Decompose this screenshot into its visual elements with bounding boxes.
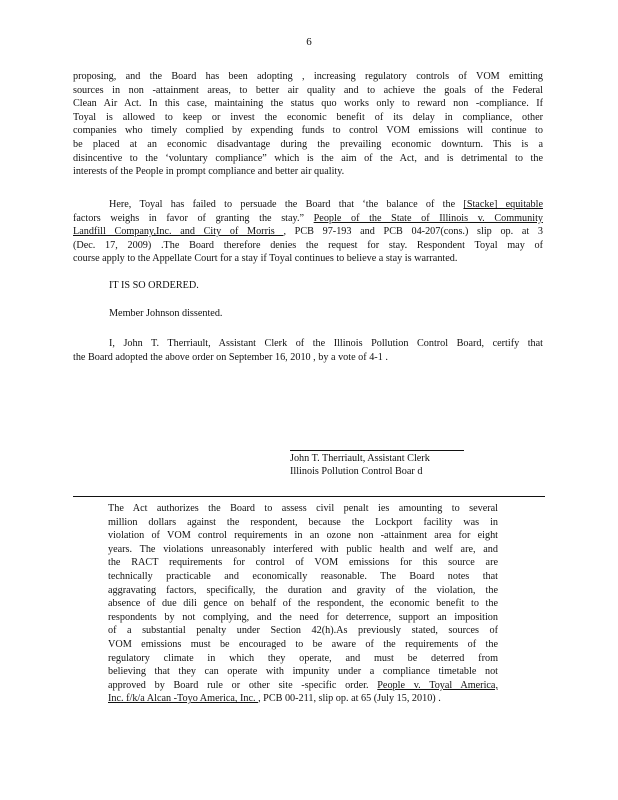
stay-line-3: Landfill Company,Inc. and City of Morris , PCB 97-193 and PCB 04-207(cons.) slip op. at 3 [73, 226, 543, 238]
footnote-line: VOM emissions must be encouraged to be aware of the requirements of the [108, 638, 498, 650]
policy-line: disincentive to the ‘voluntary compliance” which is the aim of the Act, and is detrimental to the [73, 152, 543, 164]
policy-line: proposing, and the Board has been adopting , increasing regulatory controls of VOM emitting [73, 71, 543, 82]
footnote-line: years. The violations unreasonably interfered with public health and welf are, and [108, 543, 498, 555]
stay-line-2: factors weighs in favor of granting the stay.” People of the State of Illinois v. Community [73, 212, 543, 224]
policy-line: companies who timely complied by expending funds to control VOM emissions will continue to [73, 125, 543, 137]
order-statement: IT IS SO ORDERED. [109, 280, 199, 291]
signer-organization: Illinois Pollution Control Boar d [290, 466, 423, 477]
page-number: 6 [306, 36, 312, 48]
footnote-separator [73, 496, 545, 497]
footnote-line: The Act authorizes the Board to assess civil penalt ies amounting to several [108, 503, 498, 514]
case-name-people-v-toyal: People v. Toyal America, [377, 679, 498, 691]
footnote-line: technically practicable and economically reasonable. The Board notes that [108, 570, 498, 582]
signer-name: John T. Therriault, Assistant Clerk [290, 453, 430, 464]
footnote-line: absence of due dili gence on behalf of the respondent, the economic benefit to the [108, 598, 498, 610]
policy-line: Toyal is allowed to keep or invest the economic benefit of its delay in compliance, other [73, 111, 543, 123]
cert-line-2: the Board adopted the above order on September 16, 2010 , by a vote of 4-1 . [73, 351, 388, 363]
signature-line [290, 450, 464, 451]
cert-line-1: I, John T. Therriault, Assistant Clerk of the Illinois Pollution Control Board, certify that [109, 338, 543, 349]
policy-line: Clean Air Act. In this case, maintaining the status quo works only to reward non -compliance. If [73, 98, 543, 110]
footnote-line: respondents by not complying, and the need for deterrence, support an imposition [108, 611, 498, 623]
footnote-line: regulatory climate in which they operate, and must be deterred from [108, 652, 498, 664]
policy-line: interests of the People in prompt compliance and better air quality. [73, 166, 345, 178]
footnote-line: aggravating factors, specifically, the duration and gravity of the violation, the [108, 584, 498, 596]
policy-line: be placed at an economic disadvantage during the prevailing economic downturn. This is a [73, 138, 543, 150]
case-name-landfill-morris: Landfill Company,Inc. and City of Morris [73, 226, 284, 238]
case-name-toyal-alcan: Inc. f/k/a Alcan -Toyo America, Inc. [108, 693, 259, 705]
footnote-citation-line: Inc. f/k/a Alcan -Toyo America, Inc. , PCB 00-211, slip op. at 65 (July 15, 2010) . [108, 693, 441, 705]
stay-line-1: Here, Toyal has failed to persuade the Board that ‘the balance of the [Stacke] equitable [109, 199, 543, 210]
case-name-stacke: [Stacke] equitable [463, 199, 543, 210]
stay-line-4: (Dec. 17, 2009) .The Board therefore denies the request for stay. Respondent Toyal may of [73, 239, 543, 251]
footnote-line: violation of VOM control requirements in an ozone non -attainment area for eight [108, 530, 498, 542]
paragraph-stay-denial [73, 198, 543, 266]
footnote-line: of a substantial penalty under Section 42(h).As previously stated, sources of [108, 625, 498, 637]
footnote-line: believing that they can operate with impunity under a compliance timetable not [108, 666, 498, 678]
stay-line-5: course apply to the Appellate Court for a stay if Toyal continues to believe a stay is warranted. [73, 253, 458, 265]
footnote-line: approved by Board rule or other site -specific order. People v. Toyal America, [108, 679, 498, 691]
footnote-line: million dollars against the respondent, because the Lockport facility was in [108, 516, 498, 528]
paragraph-policy-argument [73, 70, 543, 179]
footnote-penalty [108, 502, 498, 706]
footnote-line: the RACT requirements for control of VOM emissions for this source are [108, 557, 498, 569]
case-name-people-v-community: People of the State of Illinois v. Community [313, 212, 543, 224]
dissent-note: Member Johnson dissented. [109, 308, 223, 319]
clerk-certification [73, 337, 543, 364]
policy-line: sources in non -attainment areas, to better air quality and to achieve the goals of the Federal [73, 84, 543, 96]
